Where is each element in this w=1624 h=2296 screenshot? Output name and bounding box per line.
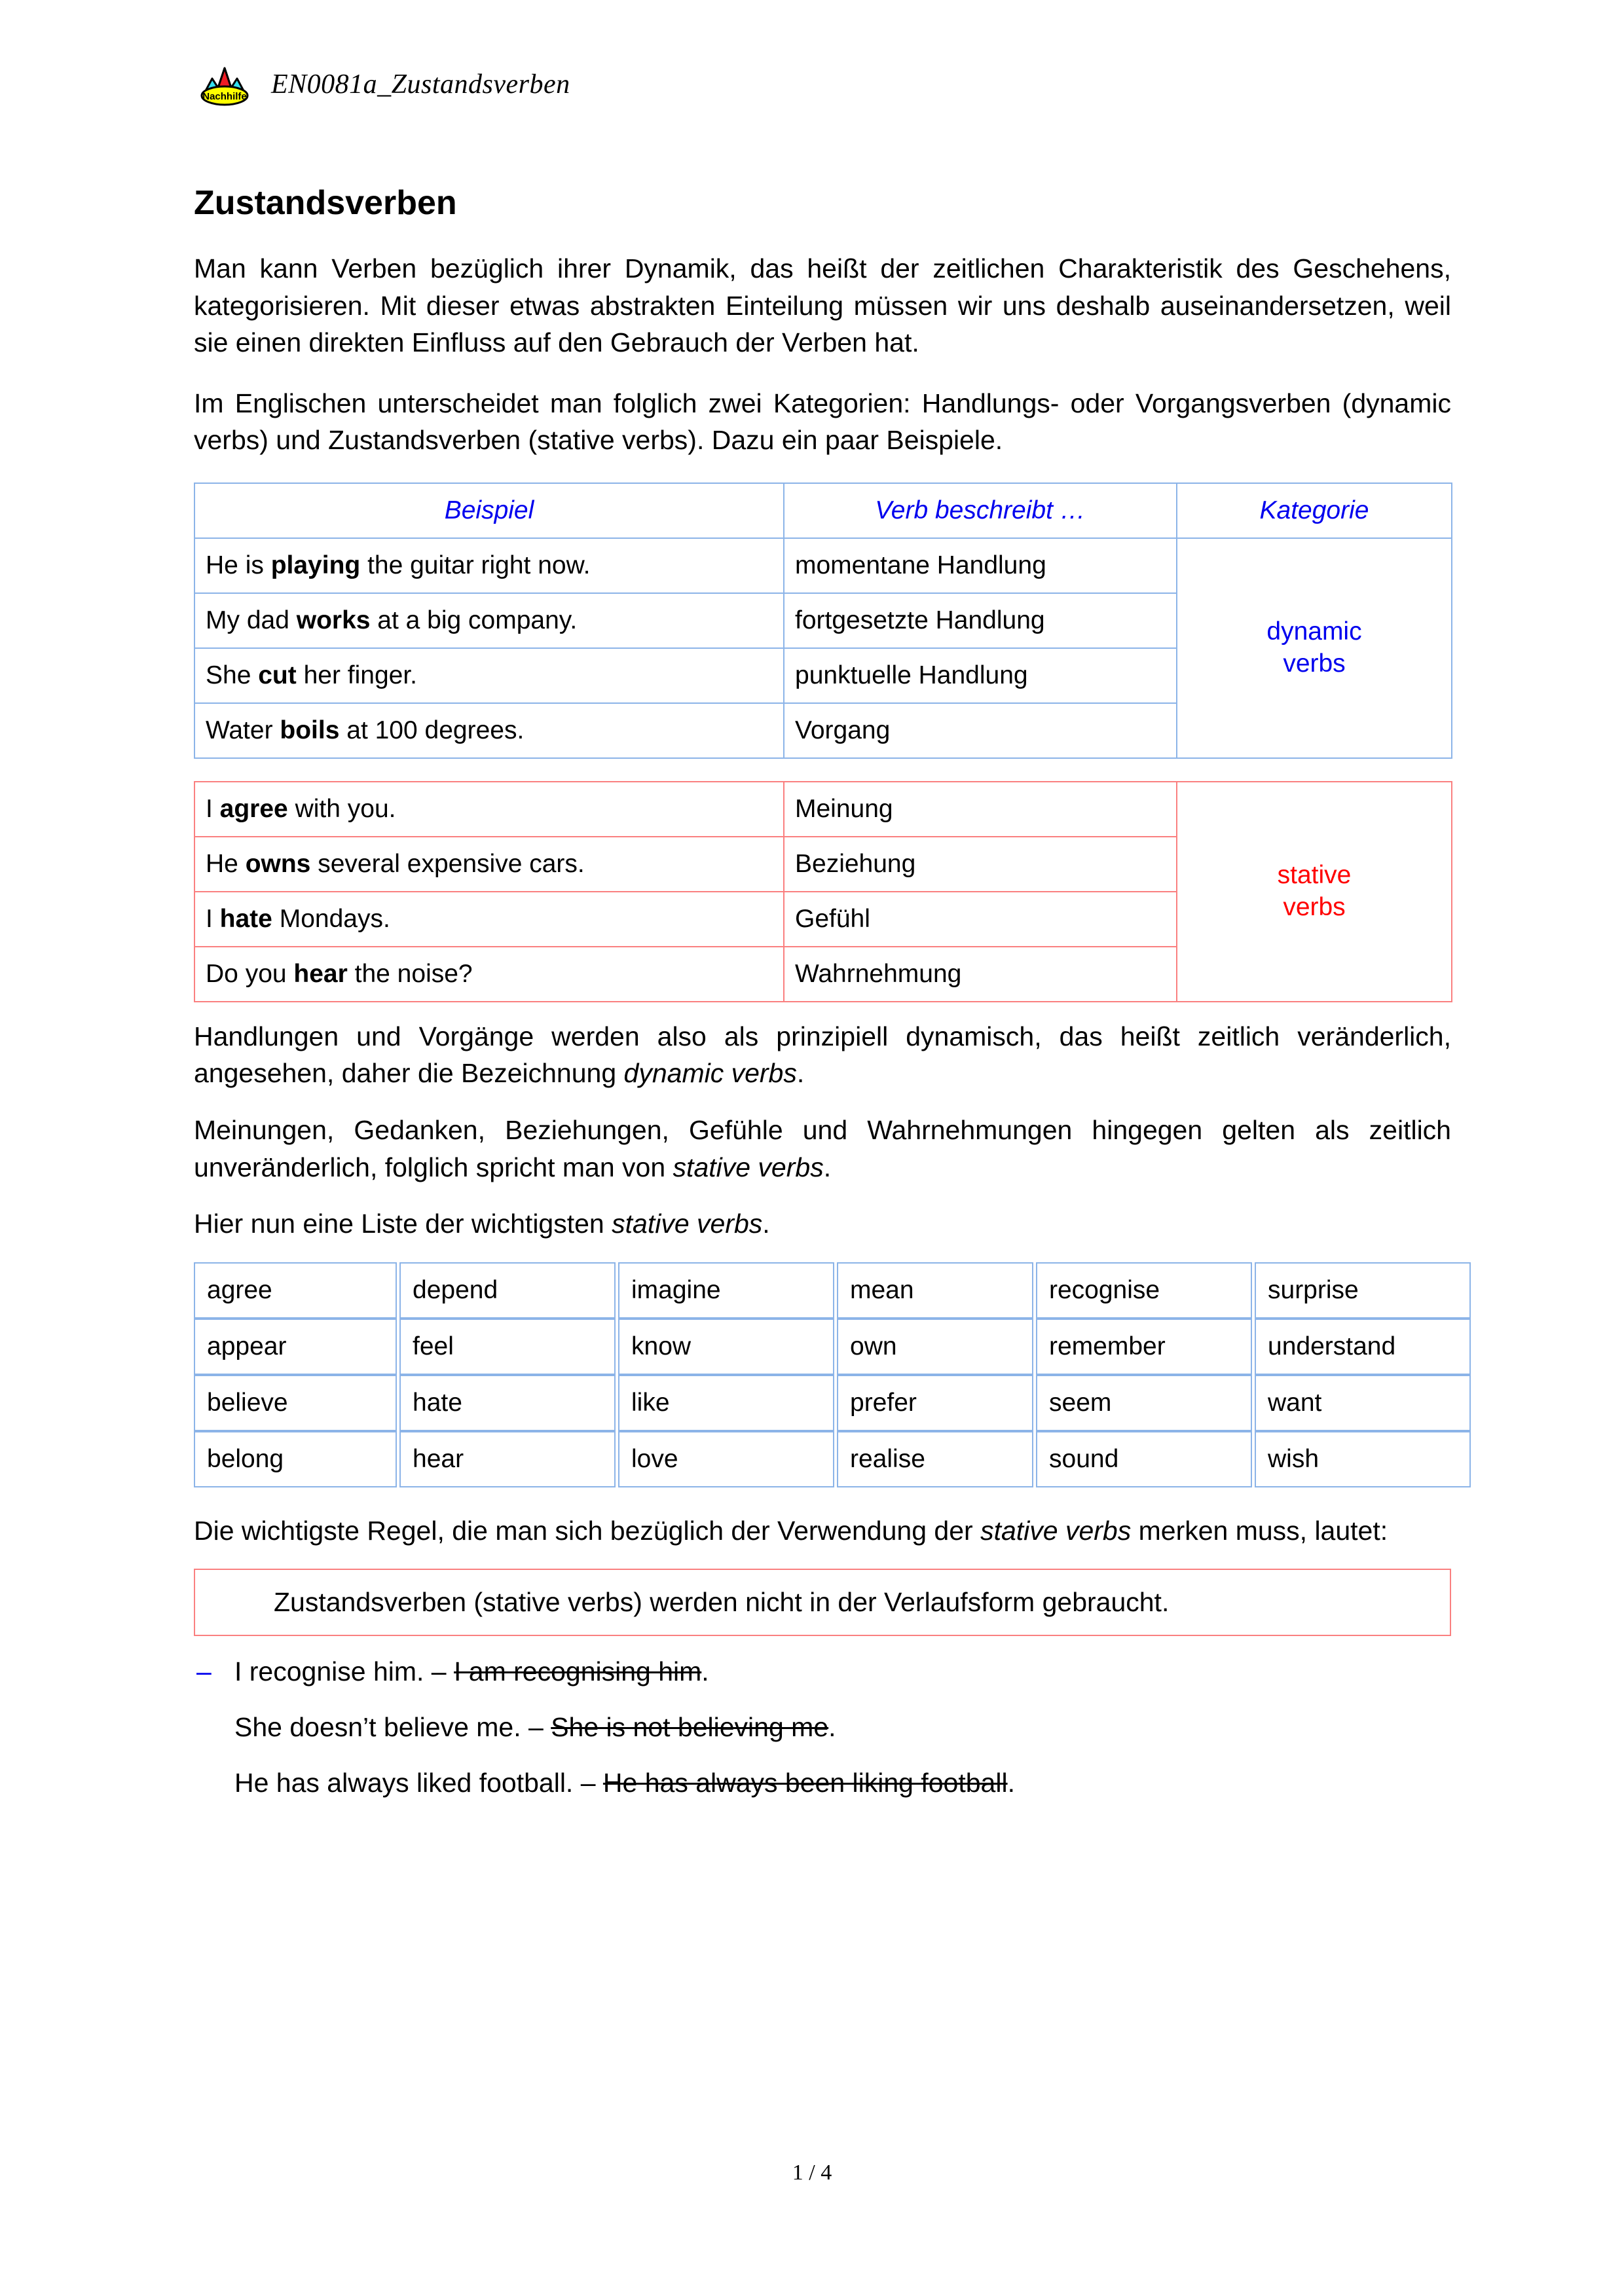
example-sentence xyxy=(194,782,784,837)
verb-cell: wish xyxy=(1255,1431,1471,1487)
highlighted-verb: cut xyxy=(258,661,297,689)
intro-paragraph-1: Man kann Verben bezüglich ihrer Dynamik, das heißt der zeitlichen Charakteristik des Geschehens, kategorisieren. Mit dieser etwas abstrakten Einteilung müssen wir uns deshalb auseinandersetzen, weil sie einen direkten Einfluss auf den Gebrauch der Verben hat. xyxy=(194,253,1451,358)
verb-cell: appear xyxy=(194,1319,397,1375)
rule-text: Zustandsverben (stative verbs) werden nicht in der Verlaufsform gebraucht. xyxy=(274,1587,1170,1618)
category-line-2: verbs xyxy=(1283,649,1346,678)
intro-paragraph-2: Im Englischen unterscheidet man folglich zwei Kategorien: Handlungs- oder Vorgangsverben (dynamic verbs) und Zustandsverben (stative verbs). Dazu ein paar Beispiele. xyxy=(194,388,1451,456)
category-label-dynamic xyxy=(1177,538,1452,758)
sentence-prefix: Water xyxy=(206,716,280,744)
list-item xyxy=(194,1714,1451,1741)
emphasized-term: stative verbs xyxy=(980,1515,1132,1546)
table-spacer xyxy=(194,1002,1451,1018)
sentence-suffix: her finger. xyxy=(296,661,418,689)
table-header-row xyxy=(194,483,1452,538)
paragraph-text: Meinungen, Gedanken, Beziehungen, Gefühle und Wahrnehmungen hingegen gelten als zeitlich unveränderlich, folglich spricht man von xyxy=(194,1115,1451,1182)
document-content xyxy=(194,183,1451,1825)
sentence-prefix: I xyxy=(206,794,220,823)
verb-cell: seem xyxy=(1036,1375,1252,1431)
sentence-suffix: with you. xyxy=(287,794,396,823)
incorrect-sentence: I am recognising him xyxy=(454,1656,702,1687)
table-row xyxy=(194,1319,1471,1375)
sentence-period: . xyxy=(828,1712,836,1743)
rule-callout-box xyxy=(194,1569,1451,1636)
table-row xyxy=(194,538,1452,593)
example-sentence xyxy=(194,947,784,1002)
sentence-suffix: the guitar right now. xyxy=(360,551,591,579)
page-footer xyxy=(0,2160,1624,2185)
document-code: EN0081a_Zustandsverben xyxy=(271,69,570,100)
sentence-prefix: I xyxy=(206,904,220,933)
page-number: 1 / 4 xyxy=(792,2160,832,2185)
category-label-stative xyxy=(1177,782,1452,1002)
column-header-example: Beispiel xyxy=(194,483,784,538)
sentence-prefix: She xyxy=(206,661,259,689)
paragraph-text-end: . xyxy=(823,1152,832,1182)
highlighted-verb: hate xyxy=(219,904,272,933)
verb-cell: prefer xyxy=(837,1375,1033,1431)
emphasized-term: stative verbs xyxy=(673,1152,824,1182)
logo-text: Nachhilfe xyxy=(202,91,247,102)
category-line-1: dynamic xyxy=(1266,617,1362,646)
verb-cell: imagine xyxy=(618,1262,834,1319)
verb-cell: understand xyxy=(1255,1319,1471,1375)
correct-sentence: I recognise him. – xyxy=(234,1656,454,1687)
verb-cell: remember xyxy=(1036,1319,1252,1375)
stative-verb-list-grid xyxy=(191,1262,1473,1487)
paragraph-text-end: . xyxy=(796,1058,805,1089)
verb-list-intro-paragraph xyxy=(194,1205,1451,1243)
verb-description: fortgesetzte Handlung xyxy=(784,593,1177,648)
category-line-1: stative xyxy=(1277,861,1352,890)
sentence-suffix: several expensive cars. xyxy=(310,849,585,878)
verb-description: Vorgang xyxy=(784,703,1177,758)
verb-cell: love xyxy=(618,1431,834,1487)
table-spacer xyxy=(194,759,1451,781)
example-sentence xyxy=(194,703,784,758)
verb-description: momentane Handlung xyxy=(784,538,1177,593)
verb-cell: agree xyxy=(194,1262,397,1319)
nachhilfe-logo-icon xyxy=(196,63,253,106)
sentence-suffix: the noise? xyxy=(347,959,473,988)
verb-cell: depend xyxy=(399,1262,616,1319)
highlighted-verb: agree xyxy=(219,794,288,823)
paragraph-text: Hier nun eine Liste der wichtigsten xyxy=(194,1209,612,1239)
paragraph-text: Handlungen und Vorgänge werden also als prinzipiell dynamisch, das heißt zeitlich veränderlich, angesehen, daher die Bezeichnung xyxy=(194,1021,1451,1089)
highlighted-verb: boils xyxy=(280,716,340,744)
list-item xyxy=(194,1770,1451,1796)
correct-sentence: She doesn’t believe me. – xyxy=(234,1712,551,1743)
table-row xyxy=(194,1375,1471,1431)
table-row xyxy=(194,1431,1471,1487)
verb-cell: own xyxy=(837,1319,1033,1375)
highlighted-verb: playing xyxy=(270,551,361,579)
verb-cell: recognise xyxy=(1036,1262,1252,1319)
sentence-prefix: Do you xyxy=(206,959,294,988)
category-line-2: verbs xyxy=(1283,892,1346,921)
incorrect-sentence: He has always been liking football xyxy=(602,1768,1008,1798)
rule-intro-paragraph xyxy=(194,1512,1451,1550)
highlighted-verb: works xyxy=(296,606,371,634)
verb-description: Gefühl xyxy=(784,892,1177,947)
stative-explanation-paragraph xyxy=(194,1112,1451,1186)
example-sentence xyxy=(194,648,784,703)
grid-spacer xyxy=(194,1487,1451,1512)
verb-cell: believe xyxy=(194,1375,397,1431)
example-sentence xyxy=(194,538,784,593)
verb-cell: sound xyxy=(1036,1431,1252,1487)
paragraph-text: Die wichtigste Regel, die man sich bezüglich der Verwendung der xyxy=(194,1515,981,1546)
verb-cell: feel xyxy=(399,1319,616,1375)
dynamic-explanation-paragraph xyxy=(194,1018,1451,1092)
stative-verbs-table xyxy=(194,781,1452,1002)
sentence-suffix: at a big company. xyxy=(370,606,578,634)
verb-cell: want xyxy=(1255,1375,1471,1431)
verb-description: Beziehung xyxy=(784,837,1177,892)
page-header xyxy=(196,63,570,106)
highlighted-verb: hear xyxy=(293,959,348,988)
example-sentence xyxy=(194,837,784,892)
sentence-suffix: at 100 degrees. xyxy=(339,716,525,744)
example-sentence xyxy=(194,593,784,648)
table-row xyxy=(194,782,1452,837)
verb-description: Wahrnehmung xyxy=(784,947,1177,1002)
sentence-period: . xyxy=(1007,1768,1015,1798)
sentence-prefix: He is xyxy=(206,551,271,579)
sentence-prefix: My dad xyxy=(206,606,297,634)
verb-cell: mean xyxy=(837,1262,1033,1319)
verb-cell: hate xyxy=(399,1375,616,1431)
sentence-suffix: Mondays. xyxy=(272,904,390,933)
table-row xyxy=(194,1262,1471,1319)
list-item xyxy=(194,1658,1451,1685)
verb-cell: like xyxy=(618,1375,834,1431)
sentence-prefix: He xyxy=(206,849,246,878)
emphasized-term: dynamic verbs xyxy=(623,1058,797,1089)
correct-sentence: He has always liked football. – xyxy=(234,1768,603,1798)
paragraph-text-end: merken muss, lautet: xyxy=(1131,1515,1388,1546)
column-header-category: Kategorie xyxy=(1177,483,1452,538)
example-sentence xyxy=(194,892,784,947)
verb-cell: belong xyxy=(194,1431,397,1487)
verb-cell: hear xyxy=(399,1431,616,1487)
sentence-period: . xyxy=(701,1656,709,1687)
dash-bullet-icon: – xyxy=(196,1656,212,1687)
verb-cell: know xyxy=(618,1319,834,1375)
dynamic-verbs-table xyxy=(194,483,1452,759)
example-sentences-list xyxy=(194,1658,1451,1796)
highlighted-verb: owns xyxy=(245,849,311,878)
paragraph-text-end: . xyxy=(762,1209,770,1239)
page-title: Zustandsverben xyxy=(194,184,457,222)
column-header-describes: Verb beschreibt … xyxy=(784,483,1177,538)
verb-cell: realise xyxy=(837,1431,1033,1487)
verb-cell: surprise xyxy=(1255,1262,1471,1319)
incorrect-sentence: She is not believing me xyxy=(551,1712,829,1743)
verb-description: Meinung xyxy=(784,782,1177,837)
emphasized-term: stative verbs xyxy=(612,1209,763,1239)
verb-description: punktuelle Handlung xyxy=(784,648,1177,703)
